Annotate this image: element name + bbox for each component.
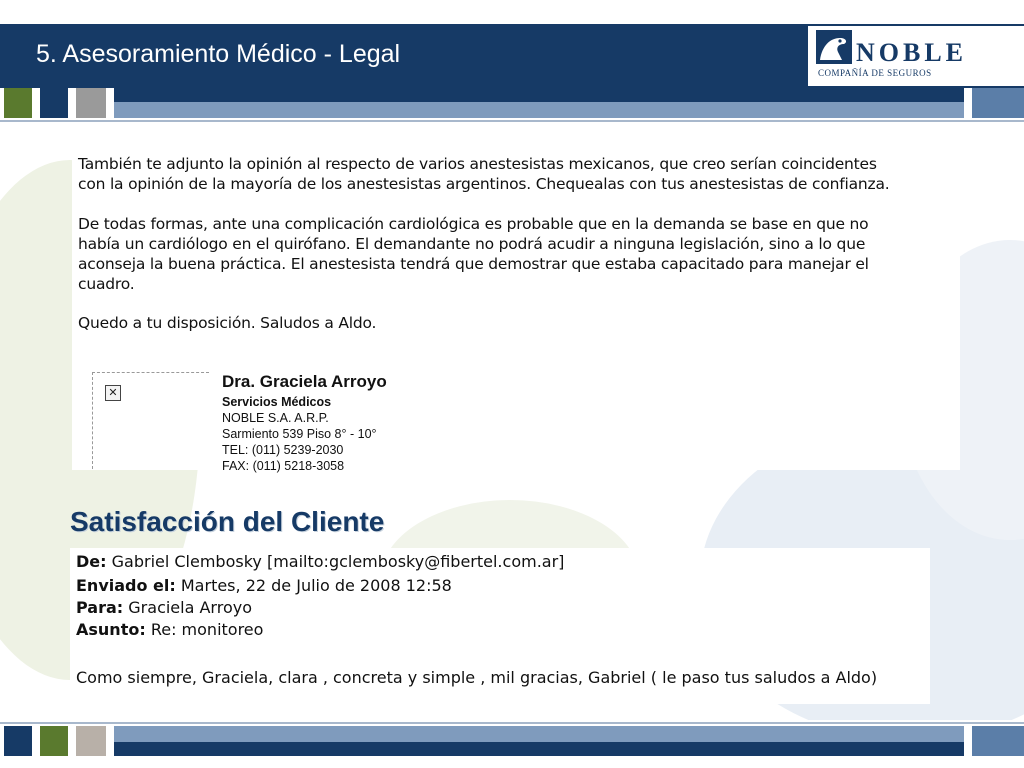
stripe-bar-light [114,102,964,118]
stripe-bar-dark [114,742,964,756]
stripe-bar-light [114,726,964,742]
sent-label: Enviado el: [76,576,176,595]
signature-tel: TEL: (011) 5239-2030 [222,443,344,457]
subject-label: Asunto: [76,620,146,639]
paragraph-line: cuadro. [78,275,135,293]
signature-block [222,372,387,474]
stripe-square-green [4,88,32,118]
broken-image-icon: ✕ [105,385,121,401]
email-from [76,552,564,571]
closing-line: Quedo a tu disposición. Saludos a Aldo. [78,314,377,332]
signature-name: Dra. Graciela Arroyo [222,372,387,391]
paragraph-line: había un cardiólogo en el quirófano. El demandante no podrá acudir a ninguna legislación, sino a lo que [78,235,866,253]
from-label: De: [76,552,107,571]
divider-bottom [0,722,1024,724]
email-message: Como siempre, Graciela, clara , concreta y simple , mil gracias, Gabriel ( le paso tus saludos a Aldo) [76,668,878,687]
email-excerpt-client [70,548,930,704]
email-subject [76,620,263,639]
signature-address: Sarmiento 539 Piso 8° - 10° [222,427,377,441]
top-stripe [0,88,1024,118]
signature-image-frame [92,372,209,469]
paragraph-line: con la opinión de la mayoría de los anestesistas argentinos. Chequealas con tus anestesistas de confianza. [78,175,890,193]
subject-value: Re: monitoreo [150,620,264,639]
stripe-square-green [40,726,68,756]
logo-subtitle: COMPAÑÍA DE SEGUROS [818,68,932,78]
noble-logo [808,26,1024,86]
divider-top [0,120,1024,122]
stripe-square-right [972,88,1024,118]
logo-name: NOBLE [856,38,968,67]
email-sent [76,576,452,595]
signature-fax: FAX: (011) 5218-3058 [222,459,345,473]
signature-department: Servicios Médicos [222,395,332,409]
noble-lion-icon [816,30,852,64]
paragraph-line: De todas formas, ante una complicación cardiológica es probable que en la demanda se base en que no [78,215,869,233]
to-label: Para: [76,598,124,617]
sent-value: Martes, 22 de Julio de 2008 12:58 [180,576,452,595]
email-to [76,598,252,617]
paragraph-line: aconseja la buena práctica. El anestesista tendrá que demostrar que estaba capacitado para manejar el [78,255,869,273]
slide-title: 5. Asesoramiento Médico - Legal [36,40,401,68]
stripe-bar-dark [114,88,964,102]
from-value: Gabriel Clembosky [mailto:gclembosky@fibertel.com.ar] [111,552,565,571]
stripe-square-blue [4,726,32,756]
paragraph-line: También te adjunto la opinión al respecto de varios anestesistas mexicanos, que creo serían coincidentes [78,155,877,173]
section-title: Satisfacción del Cliente [70,506,385,537]
email-excerpt-opinion [72,136,960,473]
bottom-stripe [0,726,1024,756]
stripe-square-gray [76,88,106,118]
header-bar [0,24,1024,88]
to-value: Graciela Arroyo [128,598,252,617]
stripe-square-blue [40,88,68,118]
stripe-square-gray [76,726,106,756]
stripe-square-right [972,726,1024,756]
signature-company: NOBLE S.A. A.R.P. [222,411,329,425]
